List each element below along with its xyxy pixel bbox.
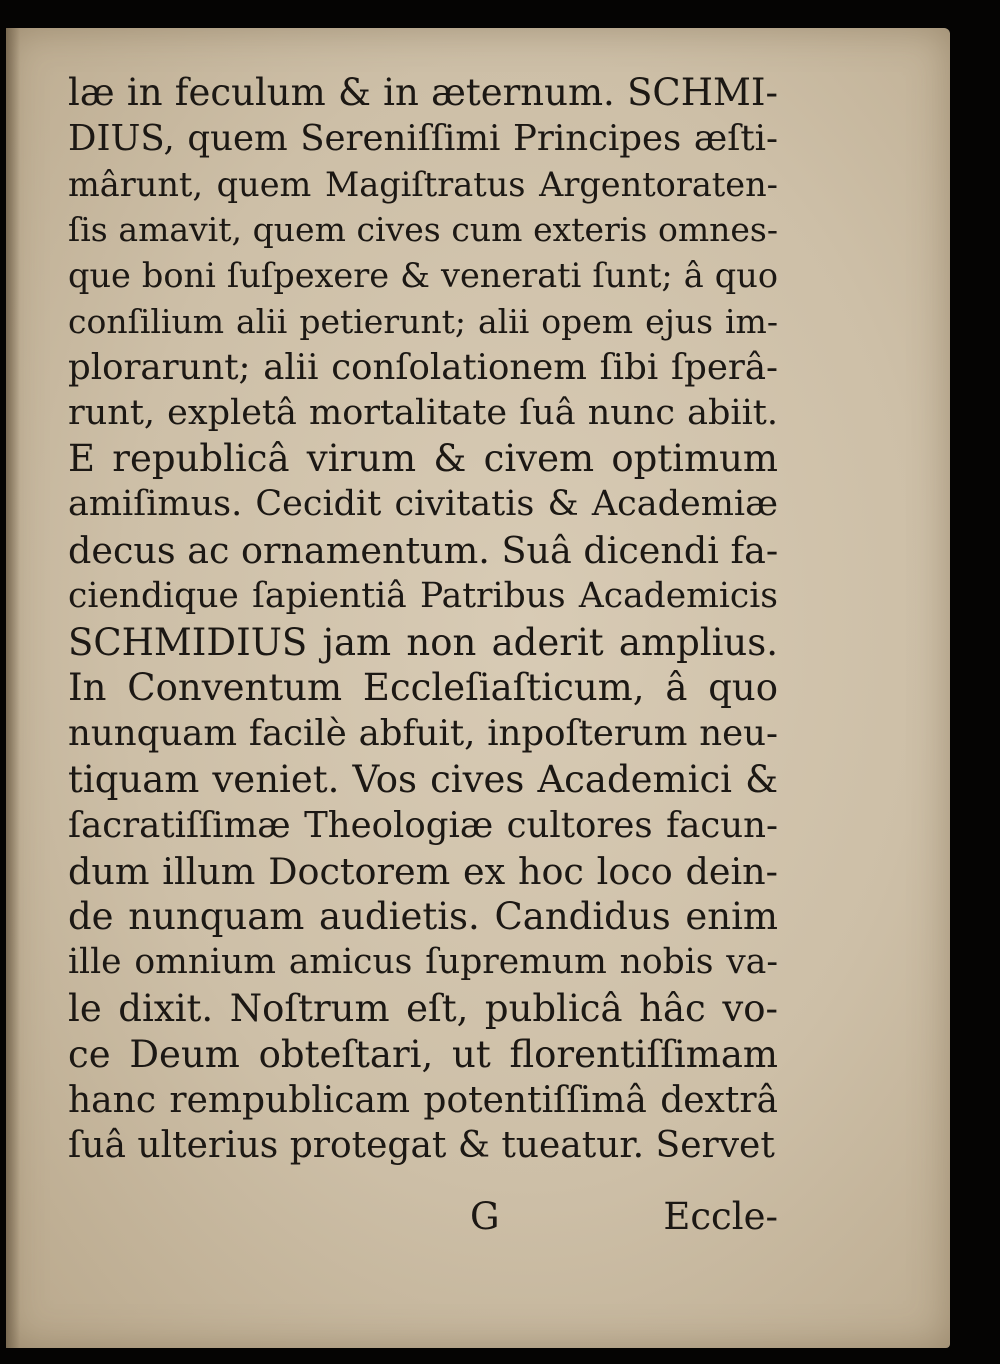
text-line: E republicâ virum & civem optimum bbox=[68, 437, 778, 481]
text-line: DIUS, quem Sereniſſimi Principes æſti- bbox=[68, 117, 778, 159]
text-line: ſis amavit, quem cives cum exteris omnes- bbox=[68, 210, 778, 250]
text-line: ce Deum obteſtari, ut florentiſſimam bbox=[68, 1032, 778, 1076]
text-line: hanc rempublicam potentiſſimâ dextrâ bbox=[68, 1079, 778, 1121]
text-line: mârunt, quem Magiſtratus Argentoraten- bbox=[68, 164, 778, 204]
text-line: ſuâ ulterius protegat & tueatur. Servet bbox=[68, 1125, 775, 1167]
text-line: dum illum Doctorem ex hoc loco dein- bbox=[68, 849, 778, 893]
catchword: Eccle- bbox=[663, 1195, 778, 1238]
body-text bbox=[68, 70, 778, 1169]
text-line: ciendique ſapientiâ Patribus Academicis bbox=[68, 575, 778, 616]
text-line: de nunquam audietis. Candidus enim bbox=[68, 895, 778, 939]
text-line: nunquam facilè abfuit, inpoſterum neu- bbox=[68, 713, 778, 755]
text-line: le dixit. Noſtrum eſt, publicâ hâc vo- bbox=[68, 986, 778, 1030]
text-line: runt, expletâ mortalitate ſuâ nunc abiit. bbox=[68, 392, 778, 433]
text-line: SCHMIDIUS jam non aderit amplius. bbox=[68, 620, 778, 664]
text-line: amiſimus. Cecidit civitatis & Academiæ bbox=[68, 484, 778, 525]
text-line: que boni ſuſpexere & venerati ſunt; â quo bbox=[68, 256, 778, 296]
page-footer bbox=[68, 1195, 778, 1245]
text-line: conſilium alii petierunt; alii opem ejus im- bbox=[68, 301, 778, 341]
text-line: In Conventum Eccleſiaſticum, â quo bbox=[68, 666, 778, 710]
text-line: tiquam veniet. Vos cives Academici & bbox=[68, 757, 778, 801]
text-line: ille omnium amicus ſupremum nobis va- bbox=[68, 942, 778, 983]
text-line: decus ac ornamentum. Suâ dicendi fa- bbox=[68, 528, 779, 572]
text-line: ſacratiſſimæ Theologiæ cultores facun- bbox=[68, 804, 778, 846]
text-line: plorarunt; alii conſolationem ſibi ſperâ- bbox=[68, 346, 778, 388]
page-gutter-shadow bbox=[6, 28, 20, 1348]
signature-mark: G bbox=[470, 1195, 500, 1238]
text-line: læ in feculum & in æternum. SCHMI- bbox=[68, 71, 778, 114]
